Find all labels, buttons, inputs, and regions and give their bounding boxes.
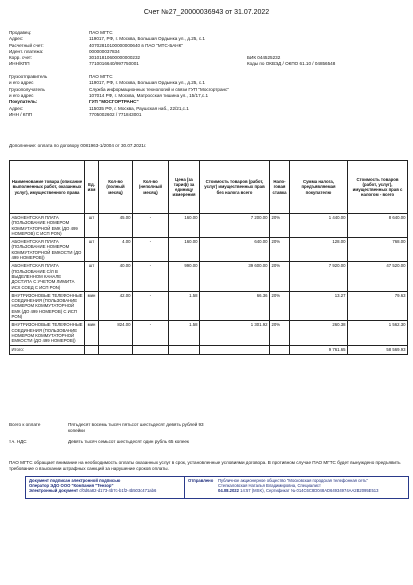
requisite-label: Грузополучатель [9, 86, 45, 92]
signature-person: Степкаловская Наталья Владимировна, Специалист [218, 483, 321, 489]
total-sum: 58 569.93 [348, 345, 408, 354]
table-cell: 20% [270, 238, 290, 262]
table-cell: - [133, 214, 169, 238]
table-cell: 4.00 [99, 238, 133, 262]
requisite-value: Служба информационных технологий и связи ГУП "Мосгортранс" [89, 86, 229, 92]
header-price: Цена (за тариф) за единицу измерения [169, 161, 200, 214]
table-cell: 160.00 [169, 214, 200, 238]
table-cell: мин [85, 321, 99, 345]
table-cell: 79.63 [348, 291, 408, 320]
requisite-label: Расчетный счет: [9, 42, 44, 48]
table-total-row [10, 345, 408, 354]
table-cell: шт [85, 262, 99, 291]
table-cell: 7 920.00 [290, 262, 348, 291]
table-row [10, 291, 408, 320]
signature-left [26, 477, 185, 498]
table-cell: 160.00 [169, 238, 200, 262]
requisite-label: Корр. счет: [9, 55, 33, 61]
table-row [10, 238, 408, 262]
table-cell: 7 200.00 [200, 214, 270, 238]
table-cell: 260.38 [290, 321, 348, 345]
table-cell: 66.36 [200, 291, 270, 320]
requisite-label: Покупатель: [9, 99, 38, 105]
requisite-value: 000000037834 [89, 48, 120, 54]
requisite-right: БИК 044525232 [247, 55, 281, 61]
requisite-value: 115035 РФ, г. Москва, Раушская наб., 22/21,с.1 [89, 105, 189, 111]
table-cell: шт [85, 214, 99, 238]
table-row [10, 214, 408, 238]
table-cell: 20% [270, 214, 290, 238]
table-cell: мин [85, 291, 99, 320]
requisite-value: 107014 РФ, г. Москва, Матросская тишина ул., 15/17,с.1 [89, 92, 209, 98]
payment-note: ПАО МГТС обращает внимание на необходимость оплаты оказанных услуг в срок, установленные условиями договора. В противном случае ПАО МГТС будет вынуждено предъявить требование о взыскании штрафных санкций за нарушение сроков оплаты. [9, 460, 401, 471]
signature-signed-text: Документ подписан электронной подписью [29, 478, 121, 483]
signature-doc-label: Электронный документ [29, 488, 79, 494]
requisites-block [9, 30, 409, 118]
table-cell: АБОНЕНТСКАЯ ПЛАТА (ПОЛЬЗОВАНИЕ С/Л В ВЫДЕЛЕННОМ КАНАЛЕ ДОСТУПА С УЧЕТОМ ЛИМИТА ИСХ СОЕД С ИСП PON) [10, 262, 85, 291]
requisite-value: 119017, РФ, г. Москва, Большая Ордынка ул., д.25, с.1 [89, 80, 205, 86]
total-vat [9, 439, 409, 445]
signature-org: Публичное акционерное общество "Московская городская телефонная сеть" [218, 478, 368, 483]
requisite-label: и его адрес [9, 80, 34, 86]
total-payable-words: Пятьдесят восемь тысяч пятьсот шестьдесят девять рублей 93 копейки [68, 422, 204, 433]
table-cell: 13.27 [290, 291, 348, 320]
total-tax: 9 761.65 [290, 345, 348, 354]
table-cell: 768.00 [348, 238, 408, 262]
table-cell: 20% [270, 321, 290, 345]
total-payable [9, 422, 409, 434]
requisite-label: Грузоотправитель [9, 74, 48, 80]
table-cell: - [133, 238, 169, 262]
requisite-value: 30101810600000000232 [89, 55, 141, 61]
table-cell: 20% [270, 262, 290, 291]
table-cell: АБОНЕНТСКАЯ ПЛАТА (ПОЛЬЗОВАНИЕ НОМЕРОМ КОММУТАТОРНОЙ ЕМК (ДО 499 НОМЕРОВ) С ИСП PON) [10, 214, 85, 238]
table-cell: 47 520.00 [348, 262, 408, 291]
header-tax-rate: Нало-говая ставка [270, 161, 290, 214]
requisite-label: ИНН / КПП [9, 111, 33, 117]
table-cell: 1.58 [169, 321, 200, 345]
requisite-label: и его адрес [9, 92, 34, 98]
header-qty-partial: Кол-во (неполный месяц) [133, 161, 169, 214]
table-cell: - [133, 321, 169, 345]
totals-block [9, 422, 409, 445]
requisite-label: Продавец: [9, 30, 32, 35]
requisite-value: ГУП "МОСГОРТРАНС" [89, 99, 139, 105]
requisite-value: 40702810100000000640 в ПАО "МТС-БАНК" [89, 42, 183, 48]
table-cell: 128.00 [290, 238, 348, 262]
requisite-label: Адрес: [9, 36, 24, 42]
invoice-table [9, 160, 408, 355]
total-vat-words: Девять тысяч семьсот шестьдесят один рубль 65 копеек [68, 439, 189, 444]
table-cell: 45.00 [99, 214, 133, 238]
table-cell: 1.58 [169, 291, 200, 320]
e-signature-stamp [25, 476, 409, 499]
signature-cert: 14:57 (MSK), Сертификат № 014C6C8D048AD64934974AA2B2095E513 [240, 488, 379, 494]
table-cell: шт [85, 238, 99, 262]
requisite-row [9, 112, 409, 118]
header-cost-no-tax: Стоимость товаров (работ, услуг) имущественных прав без налога всего [200, 161, 270, 214]
requisite-value: ПАО МГТС [89, 30, 113, 35]
table-cell: ВНУТРИЗОНОВЫЕ ТЕЛЕФОННЫЕ СОЕДИНЕНИЯ (ПОЛЬЗОВАНИЕ НОМЕРОМ КОММУТАТОРНОЙ ЕМК (ДО 499 НОМЕРОВ) С ИСП PON) [11, 292, 83, 320]
requisite-label: Адрес: [9, 105, 24, 111]
requisite-label: ИНН/КПП [9, 61, 30, 67]
table-cell: 42.00 [99, 291, 133, 320]
header-cost-with-tax: Стоимость товаров (работ, услуг), имущественных прав с налогом - всего [348, 161, 408, 214]
signature-right [185, 477, 408, 498]
header-unit: Ед. изм [85, 161, 99, 214]
table-cell: 1 301.92 [200, 321, 270, 345]
table-header-row [10, 161, 408, 214]
invoice-title: Счет №27_20000036943 от 31.07.2022 [143, 9, 270, 16]
signature-sent-label: Отправлено [188, 478, 214, 483]
table-cell: 39 600.00 [200, 262, 270, 291]
table-cell: ВНУТРИЗОНОВЫЕ ТЕЛЕФОННЫЕ СОЕДИНЕНИЯ (ПОЛЬЗОВАНИЕ НОМЕРОМ КОММУТАТОРНОЙ ЕМКОСТИ (ДО 499 НОМЕРОВ)) [11, 322, 83, 344]
requisite-value: ПАО МГТС [89, 74, 113, 80]
total-vat-label: т.ч. НДС [9, 439, 27, 444]
requisite-value: 7710016640/997750001 [89, 61, 139, 67]
requisite-value: 119017, РФ, г. Москва, Большая Ордынка ул., д.25, с.1 [89, 36, 205, 42]
table-cell: 40.00 [99, 262, 133, 291]
signature-date: 04.08.2022 [218, 488, 239, 494]
table-cell: 990.00 [169, 262, 200, 291]
table-cell: 8 640.00 [348, 214, 408, 238]
header-tax-sum: Сумма налога, предъявляемая покупателю [290, 161, 348, 214]
total-label: Итого: [10, 345, 85, 354]
table-row [10, 262, 408, 291]
table-cell: 824.00 [99, 321, 133, 345]
total-payable-label: Всего к оплате [9, 422, 41, 427]
requisite-label: Идент. платежа: [9, 48, 44, 54]
requisite-right: Коды по ОКВЭД / ОКПО 61.10 / 04856548 [247, 61, 336, 67]
table-cell: 1 562.30 [348, 321, 408, 345]
table-cell: АБОНЕНТСКАЯ ПЛАТА (ПОЛЬЗОВАНИЕ НОМЕРОМ КОММУТАТОРНОЙ ЕМКОСТИ (ДО 499 НОМЕРОВ)) [10, 238, 85, 262]
table-cell: 1 440.00 [290, 214, 348, 238]
requisite-value: 7705002602 / 771843001 [89, 111, 142, 117]
header-qty-full: Кол-во (полный месяц) [99, 161, 133, 214]
table-row [10, 321, 408, 345]
table-cell: - [133, 262, 169, 291]
table-cell: 640.00 [200, 238, 270, 262]
signature-doc-id: cf0d6a82-d173-4b7c-b1f2-4b503c471ab6 [79, 488, 157, 494]
table-cell: 20% [270, 291, 290, 320]
header-name: Наименование товара (описание выполненных работ, оказанных услуг), имущественного права [10, 161, 85, 214]
table-cell: - [133, 291, 169, 320]
addon-text: Дополнение: оплата по договору 0081963-1/2004 от 30.07.2021г. [9, 143, 147, 148]
signature-operator: Оператор ЭДО ООО "Компания "Тензор" [29, 483, 114, 489]
